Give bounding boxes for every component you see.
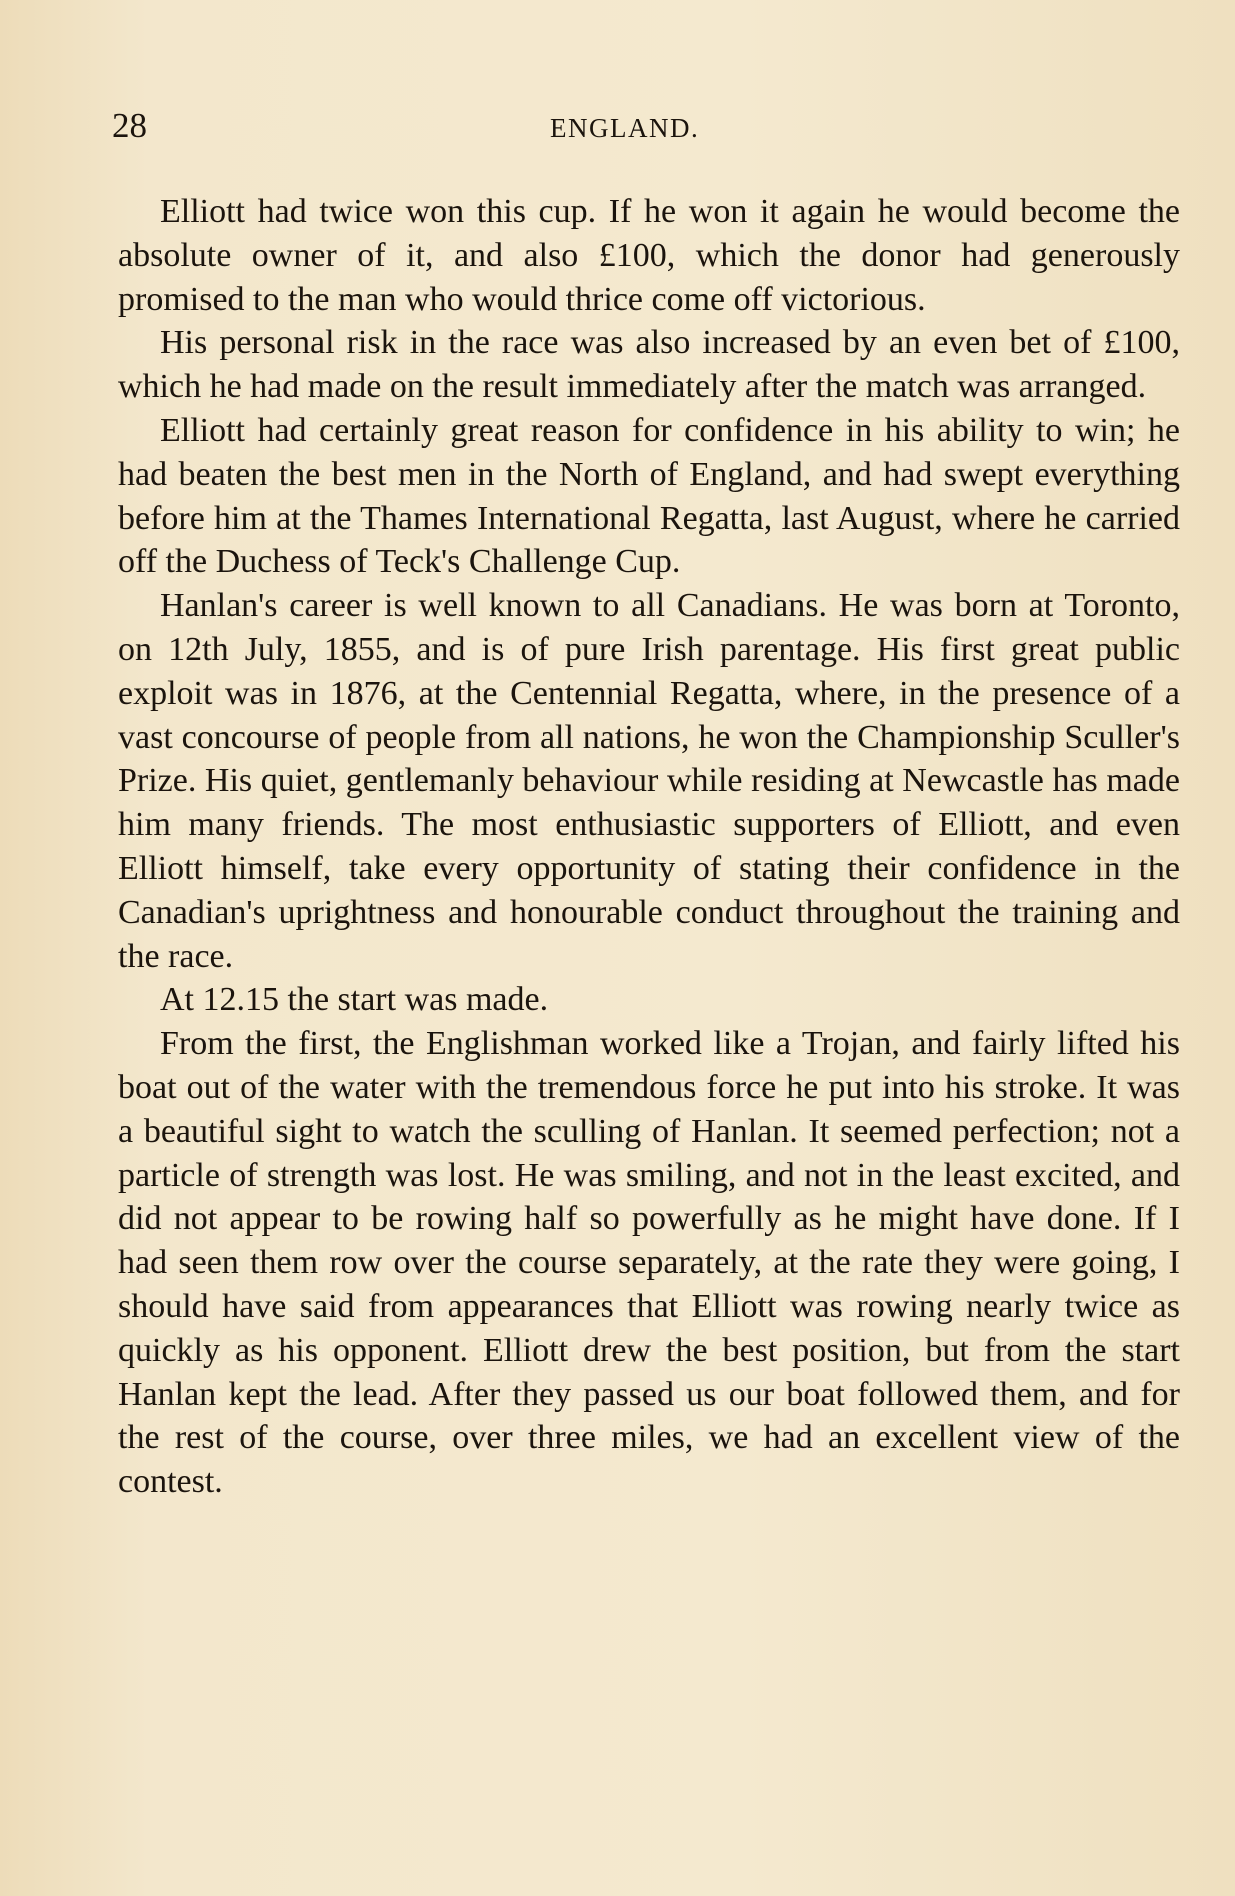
paragraph: From the first, the Englishman worked like a Trojan, and fairly lifted his boat out of the water with the tremendous force he put into his stroke. It was a beautiful sight to watch the sculling of Hanlan. It seemed perfection; not a particle of strength was lost. He was smiling, and not in the least excited, and did not appear to be rowing half so powerfully as he might have done. If I had seen them row over the course separately, at the rate they were going, I should have said from appearances that Elliott was rowing nearly twice as quickly as his opponent. Elliott drew the best position, but from the start Hanlan kept the lead. After they passed us our boat followed them, and for the rest of the course, over three miles, we had an excellent view of the contest. — [118, 1025, 1180, 1501]
paragraph: His personal risk in the race was also increased by an even bet of £100, which he had made on the result immediately after the match was arranged. — [118, 324, 1180, 406]
paragraph: At 12.15 the start was made. — [160, 981, 549, 1019]
paragraph: Elliott had twice won this cup. If he won it again he would become the absolute owner of it, and also £100, which the donor had generously promised to the man who would thrice come off victorious. — [118, 193, 1180, 318]
paragraph: Hanlan's career is well known to all Canadians. He was born at Toronto, on 12th July, 1855, and is of pure Irish parentage. His first great public exploit was in 1876, at the Centennial Regatta, where, in the presence of a vast concourse of people from all nations, he won the Championship Sculler's Prize. His quiet, gentlemanly behaviour while residing at Newcastle has made him many friends. The most enthusiastic supporters of Elliott, and even Elliott himself, take every opportunity of stating their confidence in the Canadian's uprightness and honourable conduct throughout the training and the race. — [118, 587, 1180, 975]
running-head: ENGLAND. — [550, 113, 700, 143]
page-header — [112, 106, 1172, 146]
page-number: 28 — [112, 106, 147, 145]
body-text — [118, 190, 1180, 1504]
paragraph: Elliott had certainly great reason for confidence in his ability to win; he had beaten the best men in the North of England, and had swept everything before him at the Thames International Regatta, last August, where he carried off the Duchess of Teck's Challenge Cup. — [118, 411, 1180, 581]
